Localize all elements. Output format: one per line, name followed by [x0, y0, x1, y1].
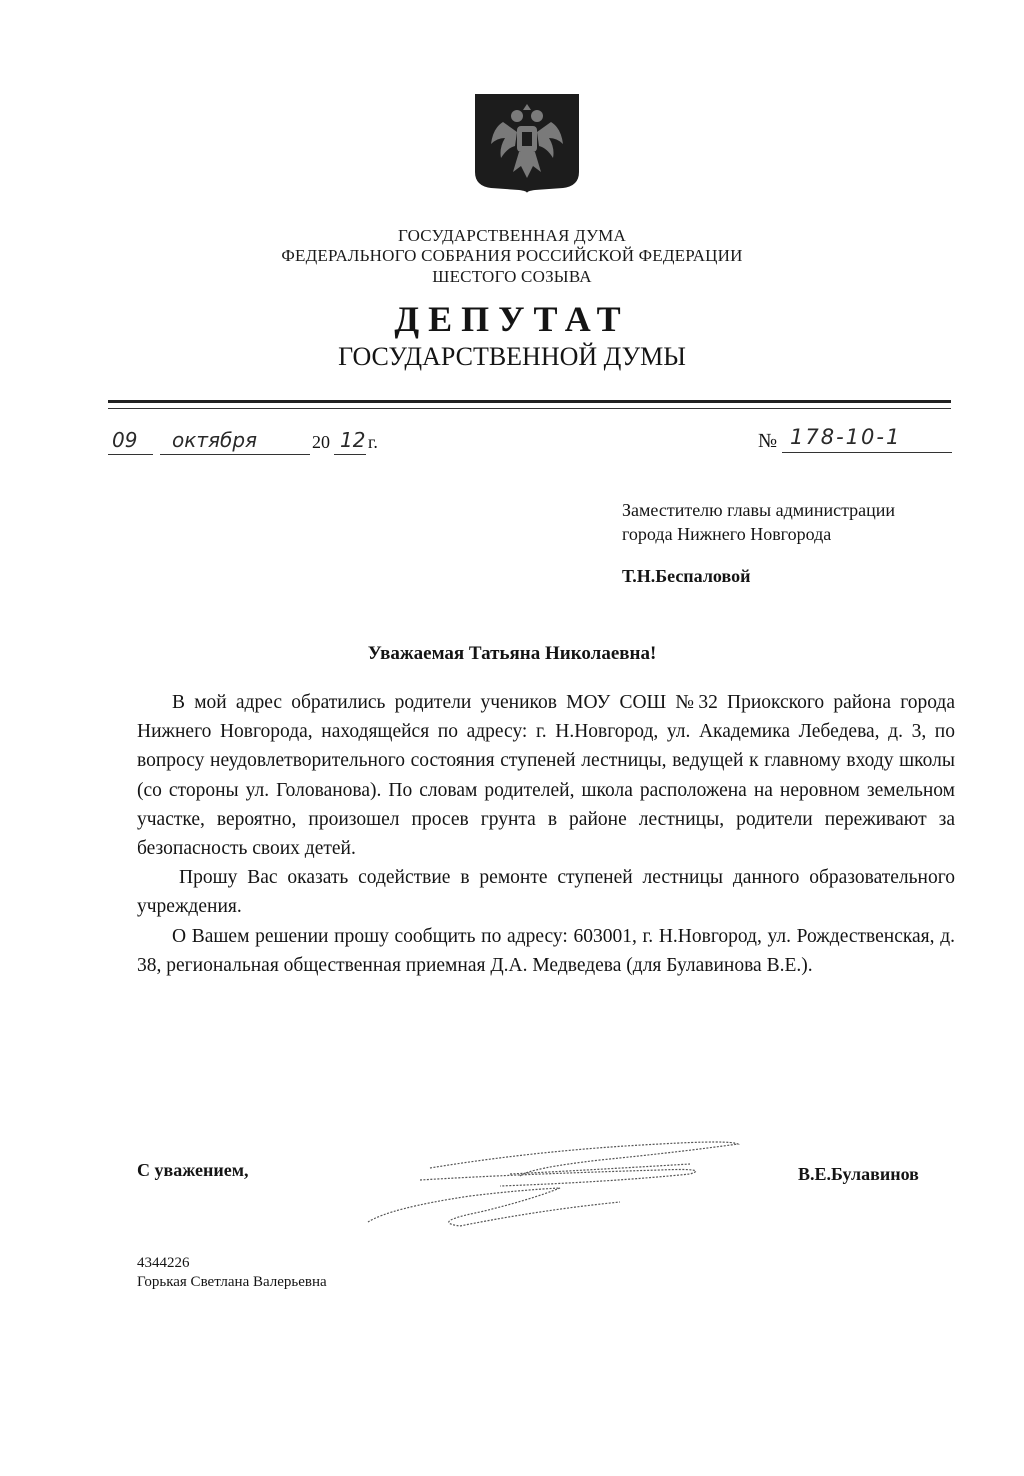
- signer-name: В.Е.Булавинов: [798, 1164, 919, 1184]
- header-line-2: ФЕДЕРАЛЬНОГО СОБРАНИЯ РОССИЙСКОЙ ФЕДЕРАЦИИ: [281, 246, 743, 265]
- body-paragraph-2: Прошу Вас оказать содействие в ремонте ступеней лестницы данного образовательного учреждения.: [137, 867, 955, 918]
- addressee-line-1: Заместителю главы администрации: [622, 500, 896, 520]
- date-year-unit: г.: [368, 432, 378, 452]
- executor-phone: 4344226: [137, 1255, 190, 1271]
- signature-icon: [360, 1130, 750, 1235]
- date-year-suffix: 12: [340, 428, 366, 452]
- page-subtitle: ГОСУДАРСТВЕННОЙ ДУМЫ: [338, 342, 686, 371]
- date-year-prefix: 20: [312, 432, 330, 452]
- header-line-3: ШЕСТОГО СОЗЫВА: [432, 267, 592, 286]
- header-divider-thin: [108, 408, 951, 409]
- letter-body: [137, 688, 955, 980]
- page-title: ДЕПУТАТ: [394, 299, 630, 339]
- addressee-name: Т.Н.Беспаловой: [622, 566, 751, 586]
- date-year-field: [334, 428, 366, 455]
- date-month-field: [160, 428, 310, 455]
- number-value: 178-10-1: [790, 425, 902, 449]
- executor-name: Горькая Светлана Валерьевна: [137, 1274, 327, 1290]
- header-divider: [108, 400, 951, 403]
- body-paragraph-1: В мой адрес обратились родители учеников МОУ СОШ №32 Приокского района города Нижнего Новгорода, находящейся по адресу: г. Н.Новгород, ул. Академика Лебедева, д. 3, по вопросу неудовлетворительного состояния ступеней лестницы, ведущей к главному входу школы (со стороны ул. Голованова). По словам родителей, школа расположена на неровном земельном участке, вероятно, произошел просев грунта в районе лестницы, родители переживают за безопасность своих детей.: [137, 692, 955, 860]
- addressee-line-2: города Нижнего Новгорода: [622, 524, 832, 544]
- date-day: 09: [112, 428, 138, 452]
- number-field: [782, 426, 952, 453]
- date-month: октября: [172, 428, 258, 452]
- closing-regards: С уважением,: [137, 1160, 249, 1180]
- salutation: Уважаемая Татьяна Николаевна!: [367, 643, 657, 664]
- header-line-1: ГОСУДАРСТВЕННАЯ ДУМА: [398, 226, 626, 245]
- body-paragraph-3: О Вашем решении прошу сообщить по адресу: 603001, г. Н.Новгород, ул. Рождественская, д. 38, региональная общественная приемная Д.А. Медведева (для Булавинова В.Е.).: [137, 925, 955, 976]
- number-label: №: [758, 430, 778, 452]
- date-day-field: [108, 428, 153, 455]
- coat-of-arms-icon: [473, 92, 581, 194]
